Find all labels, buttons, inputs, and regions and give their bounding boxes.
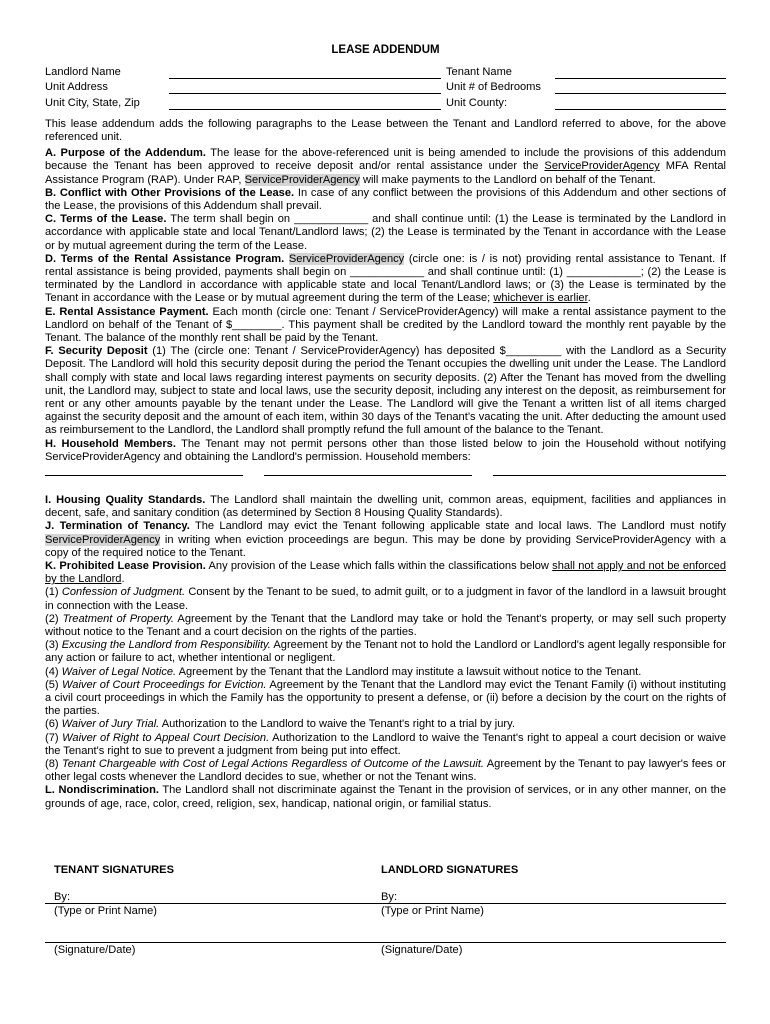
tenant-signatures-heading: TENANT SIGNATURES — [54, 864, 174, 876]
landlord-signatures — [381, 864, 518, 876]
tenant-name-row — [446, 63, 726, 79]
section-a: A. Purpose of the Addendum. The lease for the above-referenced unit is being amended to include the provisions of this addendum because the Tenant has been approved to receive deposit and/or rental assistance under the ServiceProviderAgency MFA Rental Assistance Program (RAP). Under RAP, ServiceProviderAgency will make payments to the Landlord on behalf of the Tenant. — [45, 147, 726, 186]
section-d-heading: D. Terms of the Rental Assistance Program. — [45, 252, 285, 265]
clause-5: (5) Waiver of Court Proceedings for Eviction. Agreement by the Tenant that the Landlord may evict the Tenant Family (i) without instituting a civil court proceedings in which the Family has the opportunity to present a defense, or (ii) before a decision by the court on the rights of the parties. — [45, 678, 726, 718]
clause-4: (4) Waiver of Legal Notice. Agreement by the Tenant that the Landlord may institute a lawsuit without notice to the Tenant. — [45, 665, 642, 678]
agency-highlight: ServiceProviderAgency — [288, 252, 405, 265]
section-k-heading: K. Prohibited Lease Provision. — [45, 560, 206, 572]
landlord-type-name-label: (Type or Print Name) — [381, 905, 484, 917]
tenant-signatures — [54, 864, 174, 876]
section-e-heading: E. Rental Assistance Payment. — [45, 305, 209, 318]
unit-city-label: Unit City, State, Zip — [45, 96, 140, 109]
unit-address-label: Unit Address — [45, 81, 108, 93]
tenant-name-line[interactable] — [555, 67, 726, 79]
section-i: I. Housing Quality Standards. The Landlord shall maintain the dwelling unit, common areas, equipment, facilities and appliances in decent, safe, and sanitary condition (as determined by Section 8 Housing Quality Standards). — [45, 493, 727, 520]
section-f-heading: F. Security Deposit — [45, 345, 148, 358]
section-l: L. Nondiscrimination. The Landlord shall not discriminate against the Tenant in the provision of services, or in any other manner, on the grounds of age, race, color, creed, religion, sex, handicap, national origin, or familial status. — [45, 784, 726, 810]
section-c: C. Terms of the Lease. The term shall begin on ____________ and shall continue until: (1) the Lease is terminated by the Landlord in accordance with applicable state and local Tenant/Landlord laws; (2) the Lease is terminated by the Tenant in accordance with the Lease or by mutual agreement during the term of the Lease. — [45, 213, 726, 252]
header-fields — [45, 63, 726, 110]
section-h-heading: H. Household Members. — [45, 437, 176, 450]
clause-2: (2) Treatment of Property. Agreement by the Tenant that the Landlord may take or hold the Tenant's property, or may sell such property without notice to the Tenant and a court decision on the rights of the parties. — [45, 612, 726, 639]
tenant-name-label: Tenant Name — [446, 65, 512, 78]
agency-highlight: ServiceProviderAgency — [45, 533, 161, 546]
household-member-line[interactable] — [493, 474, 726, 476]
section-c-heading: C. Terms of the Lease. — [45, 213, 167, 226]
tenant-signature-date-label: (Signature/Date) — [54, 944, 136, 956]
lease-addendum-page — [45, 44, 726, 811]
tenant-type-name-label: (Type or Print Name) — [54, 905, 157, 917]
unit-bedrooms-row — [446, 79, 726, 95]
tenant-by-label: By: — [54, 891, 71, 903]
tenant-fields — [446, 63, 726, 110]
section-j-heading: J. Termination of Tenancy. — [45, 520, 190, 533]
unit-address-row — [45, 79, 441, 95]
clause-1: (1) Confession of Judgment. Consent by the Tenant to be sued, to admit guilt, or to a judgment in favor of the landlord in a lawsuit brought in connection with the Lease. — [45, 586, 726, 612]
landlord-name-line[interactable] — [169, 67, 441, 79]
clause-8: (8) Tenant Chargeable with Cost of Legal Actions Regardless of Outcome of the Lawsuit. Agreement by the Tenant to pay lawyer's fees or other legal costs whenever the Landlord decides to sue, whether or not the Tenant wins. — [45, 758, 726, 784]
intro-paragraph: This lease addendum adds the following paragraphs to the Lease between the Tenant and Landlord referred to above, for the above referenced unit. — [45, 117, 726, 143]
landlord-signatures-heading: LANDLORD SIGNATURES — [381, 864, 519, 876]
clause-7: (7) Waiver of Right to Appeal Court Decision. Authorization to the Landlord to waive the Tenant's right to appeal a court decision or waive the Tenant's right to sue to prevent a judgment from being put into effect. — [45, 731, 727, 757]
agency-ref: ServiceProviderAgency — [544, 160, 660, 173]
unit-county-row — [446, 94, 726, 110]
by-signature-line[interactable] — [45, 903, 726, 904]
unit-address-line[interactable] — [169, 82, 441, 94]
section-f: F. Security Deposit (1) The (circle one: Tenant / ServiceProviderAgency) has deposited $_________ with the Landlord as a Security Deposit. The Landlord will hold this security deposit during the period the Tenant occupies the dwelling unit under the Lease. The Landlord shall comply with state and local laws regarding interest payments on security deposits. (2) After the Tenant has moved from the dwelling unit, the Landlord may, subject to state and local laws, use the security deposit, including any interest on the deposit, as reimbursement for rent or any other amounts payable by the tenant under the Lease. The Landlord will give the Tenant a written list of all items charged against the security deposit and the amount of each item, within 30 days of the Tenant’s vacating the unit. After deducting the amount used as reimbursement to the Landlord, the Landlord shall promptly refund the full amount of the balance to the Tenant. — [45, 345, 726, 437]
landlord-name-row — [45, 63, 441, 79]
unit-city-row — [45, 94, 441, 110]
section-e: E. Rental Assistance Payment. Each month (circle one: Tenant / ServiceProviderAgency) will make a rental assistance payment to the Landlord on behalf of the Tenant of $________. This payment shall be credited by the Landlord toward the monthly rent payable by the Tenant. The balance of the monthly rent shall be paid by the Tenant. — [45, 305, 726, 344]
section-h: H. Household Members. The Tenant may not permit persons other than those listed below to join the Household without notifying ServiceProviderAgency and obtaining the Landlord's permission. Household members: — [45, 437, 726, 463]
clause-6: (6) Waiver of Jury Trial. Authorization to the Landlord to waive the Tenant's right to a trial by jury. — [45, 718, 515, 731]
section-i-heading: I. Housing Quality Standards. — [45, 493, 206, 506]
section-l-heading: L. Nondiscrimination. — [45, 784, 159, 797]
landlord-name-label: Landlord Name — [45, 65, 121, 78]
agency-highlight: ServiceProviderAgency — [244, 173, 360, 186]
section-k: K. Prohibited Lease Provision. Any provision of the Lease which falls within the classifications below shall not apply and not be enforced by the Landlord. — [45, 560, 726, 586]
landlord-by-label: By: — [381, 891, 398, 903]
household-member-line[interactable] — [264, 474, 472, 476]
unit-county-line[interactable] — [555, 98, 726, 110]
unit-bedrooms-line[interactable] — [555, 82, 726, 94]
clause-3: (3) Excusing the Landlord from Responsibility. Agreement by the Tenant not to hold the Landlord or Landlord's agent legally responsible for any action or failure to act, whether intentional or negligent. — [45, 639, 726, 665]
household-members-lines — [45, 474, 726, 476]
unit-city-line[interactable] — [169, 98, 441, 110]
section-b-heading: B. Conflict with Other Provisions of the Lease. — [45, 186, 295, 199]
section-j: J. Termination of Tenancy. The Landlord may evict the Tenant following applicable state and local laws. The Landlord must notify ServiceProviderAgency in writing when eviction proceedings are begun. This may be done by providing ServiceProviderAgency with a copy of the required notice to the Tenant. — [45, 520, 727, 559]
section-d: D. Terms of the Rental Assistance Program. ServiceProviderAgency (circle one: is / is not) providing rental assistance to Tenant. If rental assistance is being provided, payments shall begin on ____________ and shall continue until: (1) ____________; (2) the Lease is terminated by the Landlord in accordance with applicable state and local Tenant/Landlord laws; or (3) the Lease is terminated by the Tenant in accordance with the Lease or by mutual agreement during the term of the Lease; whichever is earlier. — [45, 252, 727, 305]
section-b: B. Conflict with Other Provisions of the Lease. In case of any conflict between the provisions of this Addendum and other sections of the Lease, the provisions of this Addendum shall prevail. — [45, 186, 726, 212]
document-title: LEASE ADDENDUM — [331, 44, 440, 56]
landlord-fields — [45, 63, 441, 110]
date-signature-line[interactable] — [45, 942, 726, 943]
landlord-signature-date-label: (Signature/Date) — [381, 944, 463, 956]
unit-county-label: Unit County: — [446, 96, 508, 109]
household-member-line[interactable] — [45, 474, 243, 476]
unit-bedrooms-label: Unit # of Bedrooms — [446, 81, 541, 93]
section-a-heading: A. Purpose of the Addendum. — [45, 147, 206, 160]
